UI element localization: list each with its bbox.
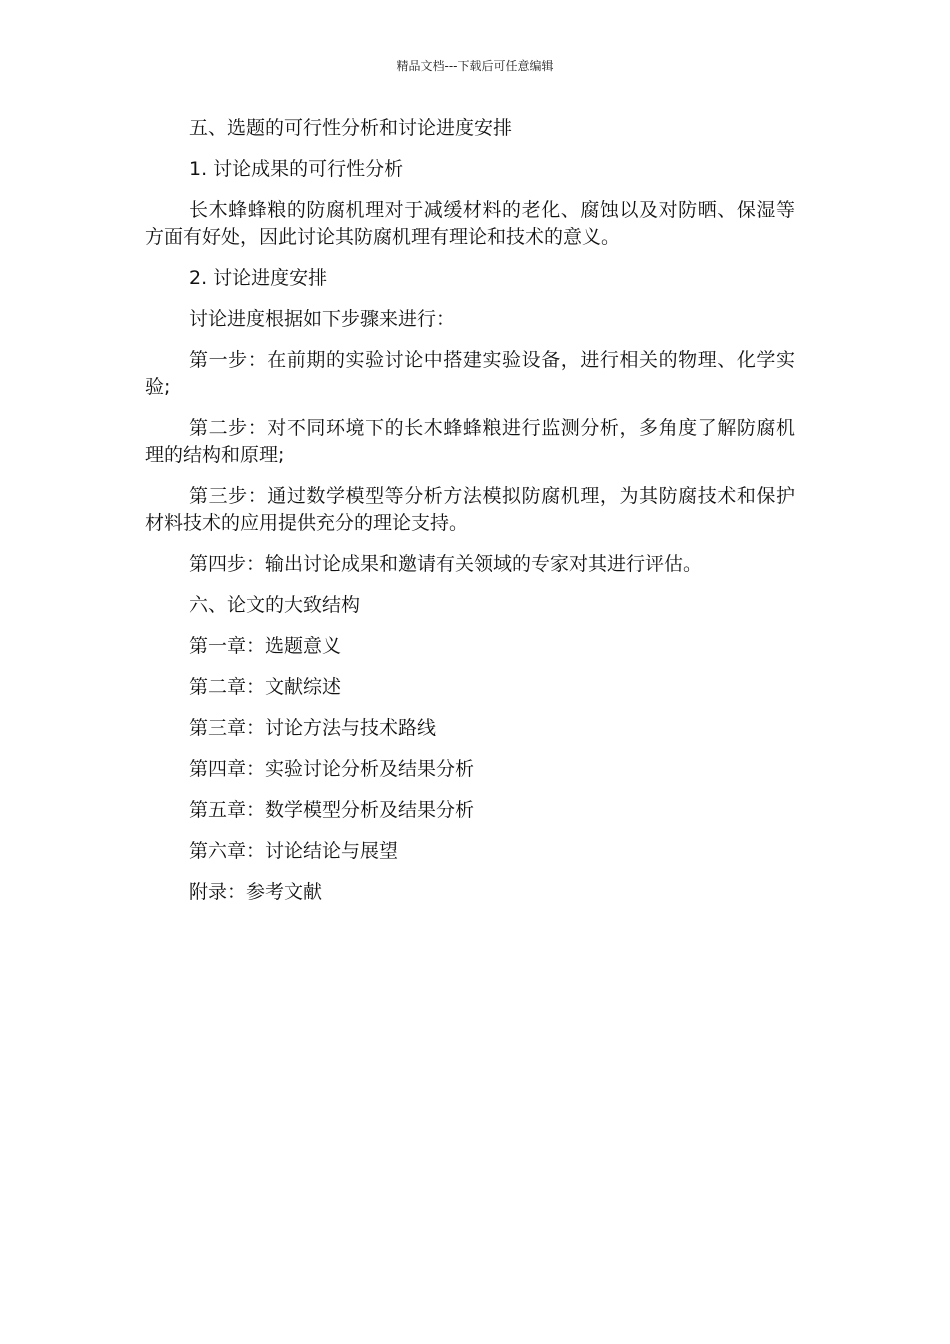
subsection-heading-feasibility: 1. 讨论成果的可行性分析 xyxy=(189,158,404,180)
chapter-item-2: 第二章：文献综述 xyxy=(189,676,342,698)
subsection-heading-schedule: 2. 讨论进度安排 xyxy=(189,267,328,289)
chapter-item-6: 第六章：讨论结论与展望 xyxy=(189,840,399,862)
section-heading-6: 六、论文的大致结构 xyxy=(189,594,361,616)
chapter-item-1: 第一章：选题意义 xyxy=(189,635,342,657)
paragraph-schedule-intro: 讨论进度根据如下步骤来进行： xyxy=(189,308,456,330)
page-header: 精品文档---下载后可任意编辑 xyxy=(396,59,554,73)
paragraph-step-3: 第三步：通过数学模型等分析方法模拟防腐机理，为其防腐技术和保护材料技术的应用提供充分的理论支持。 xyxy=(145,485,795,534)
appendix-item: 附录：参考文献 xyxy=(189,881,323,903)
paragraph-step-4: 第四步：输出讨论成果和邀请有关领域的专家对其进行评估。 xyxy=(189,553,703,575)
document-body xyxy=(145,115,795,920)
paragraph-feasibility: 长木蜂蜂粮的防腐机理对于减缓材料的老化、腐蚀以及对防晒、保湿等方面有好处，因此讨论其防腐机理有理论和技术的意义。 xyxy=(145,199,795,248)
section-heading-5: 五、选题的可行性分析和讨论进度安排 xyxy=(189,117,513,139)
chapter-item-4: 第四章：实验讨论分析及结果分析 xyxy=(189,758,475,780)
paragraph-step-1: 第一步：在前期的实验讨论中搭建实验设备，进行相关的物理、化学实验; xyxy=(145,349,795,398)
chapter-item-3: 第三章：讨论方法与技术路线 xyxy=(189,717,437,739)
paragraph-step-2: 第二步：对不同环境下的长木蜂蜂粮进行监测分析，多角度了解防腐机理的结构和原理; xyxy=(145,417,795,466)
chapter-item-5: 第五章：数学模型分析及结果分析 xyxy=(189,799,475,821)
